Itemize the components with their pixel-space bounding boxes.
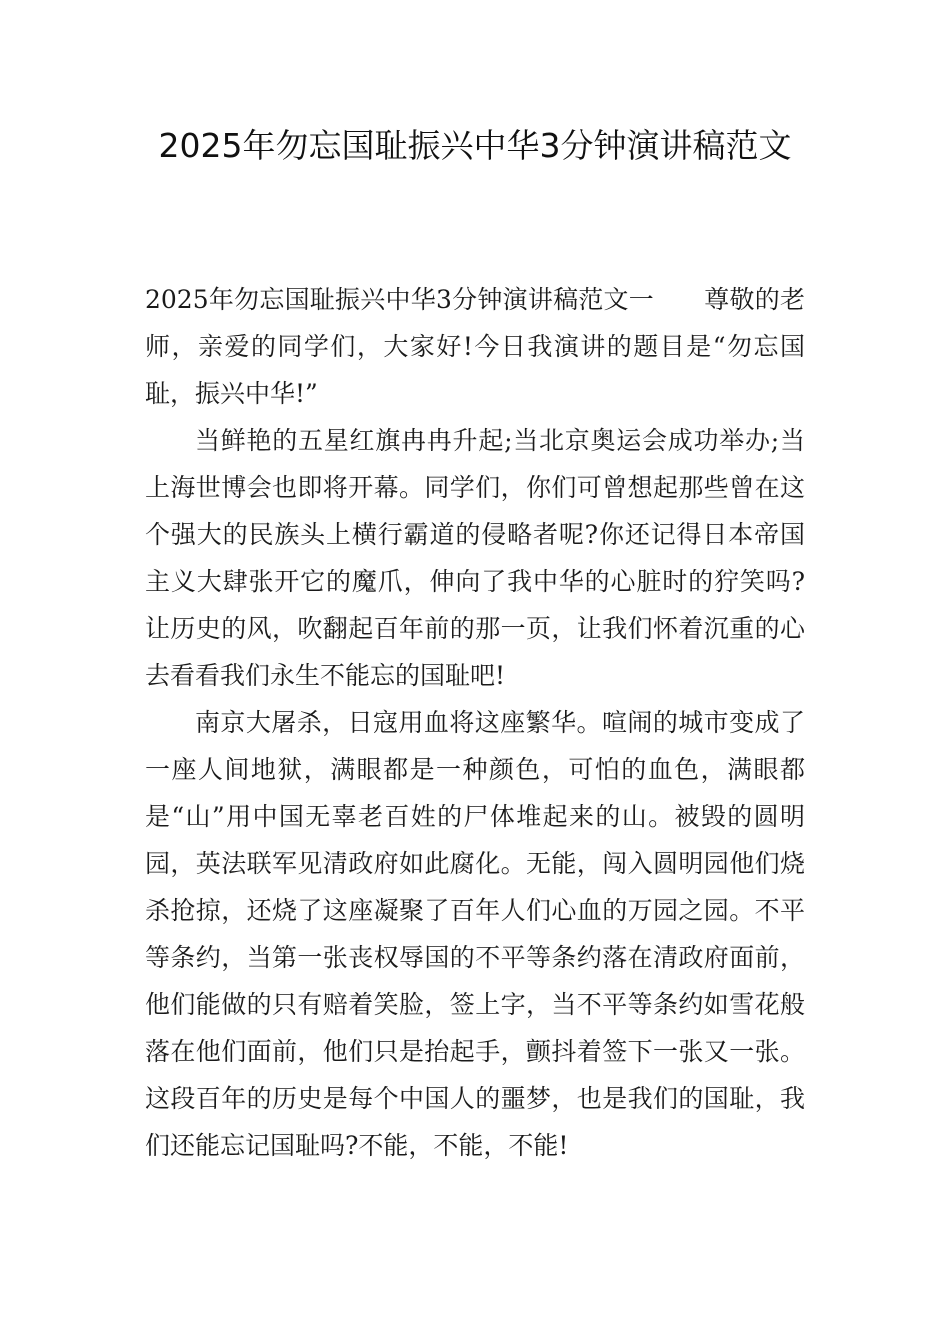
paragraph-1 xyxy=(145,276,805,417)
paragraph-3: 南京大屠杀，日寇用血将这座繁华。喧闹的城市变成了一座人间地狱，满眼都是一种颜色，可怕的血色，满眼都是“山”用中国无辜老百姓的尸体堆起来的山。被毁的圆明园，英法联军见清政府如此腐化。无能，闯入圆明园他们烧杀抢掠，还烧了这座凝聚了百年人们心血的万园之园。不平等条约，当第一张丧权辱国的不平等条约落在清政府面前，他们能做的只有赔着笑脸，签上字，当不平等条约如雪花般落在他们面前，他们只是抬起手，颤抖着签下一张又一张。这段百年的历史是每个中国人的噩梦，也是我们的国耻，我们还能忘记国耻吗?不能，不能，不能! xyxy=(145,708,805,1160)
paragraph-1-text: 尊敬的老师，亲爱的同学们，大家好!今日我演讲的题目是“勿忘国耻，振兴中华!” xyxy=(145,285,805,408)
document-body xyxy=(145,276,805,1169)
document-title: 2025年勿忘国耻振兴中华3分钟演讲稿范文 xyxy=(158,126,792,165)
paragraph-2: 当鲜艳的五星红旗冉冉升起;当北京奥运会成功举办;当上海世博会也即将开幕。同学们，你们可曾想起那些曾在这个强大的民族头上横行霸道的侵略者呢?你还记得日本帝国主义大肆张开它的魔爪，伸向了我中华的心脏时的狞笑吗?让历史的风，吹翻起百年前的那一页，让我们怀着沉重的心去看看我们永生不能忘的国耻吧! xyxy=(145,426,805,690)
paragraph-1-lead: 2025年勿忘国耻振兴中华3分钟演讲稿范文一 xyxy=(145,285,655,314)
